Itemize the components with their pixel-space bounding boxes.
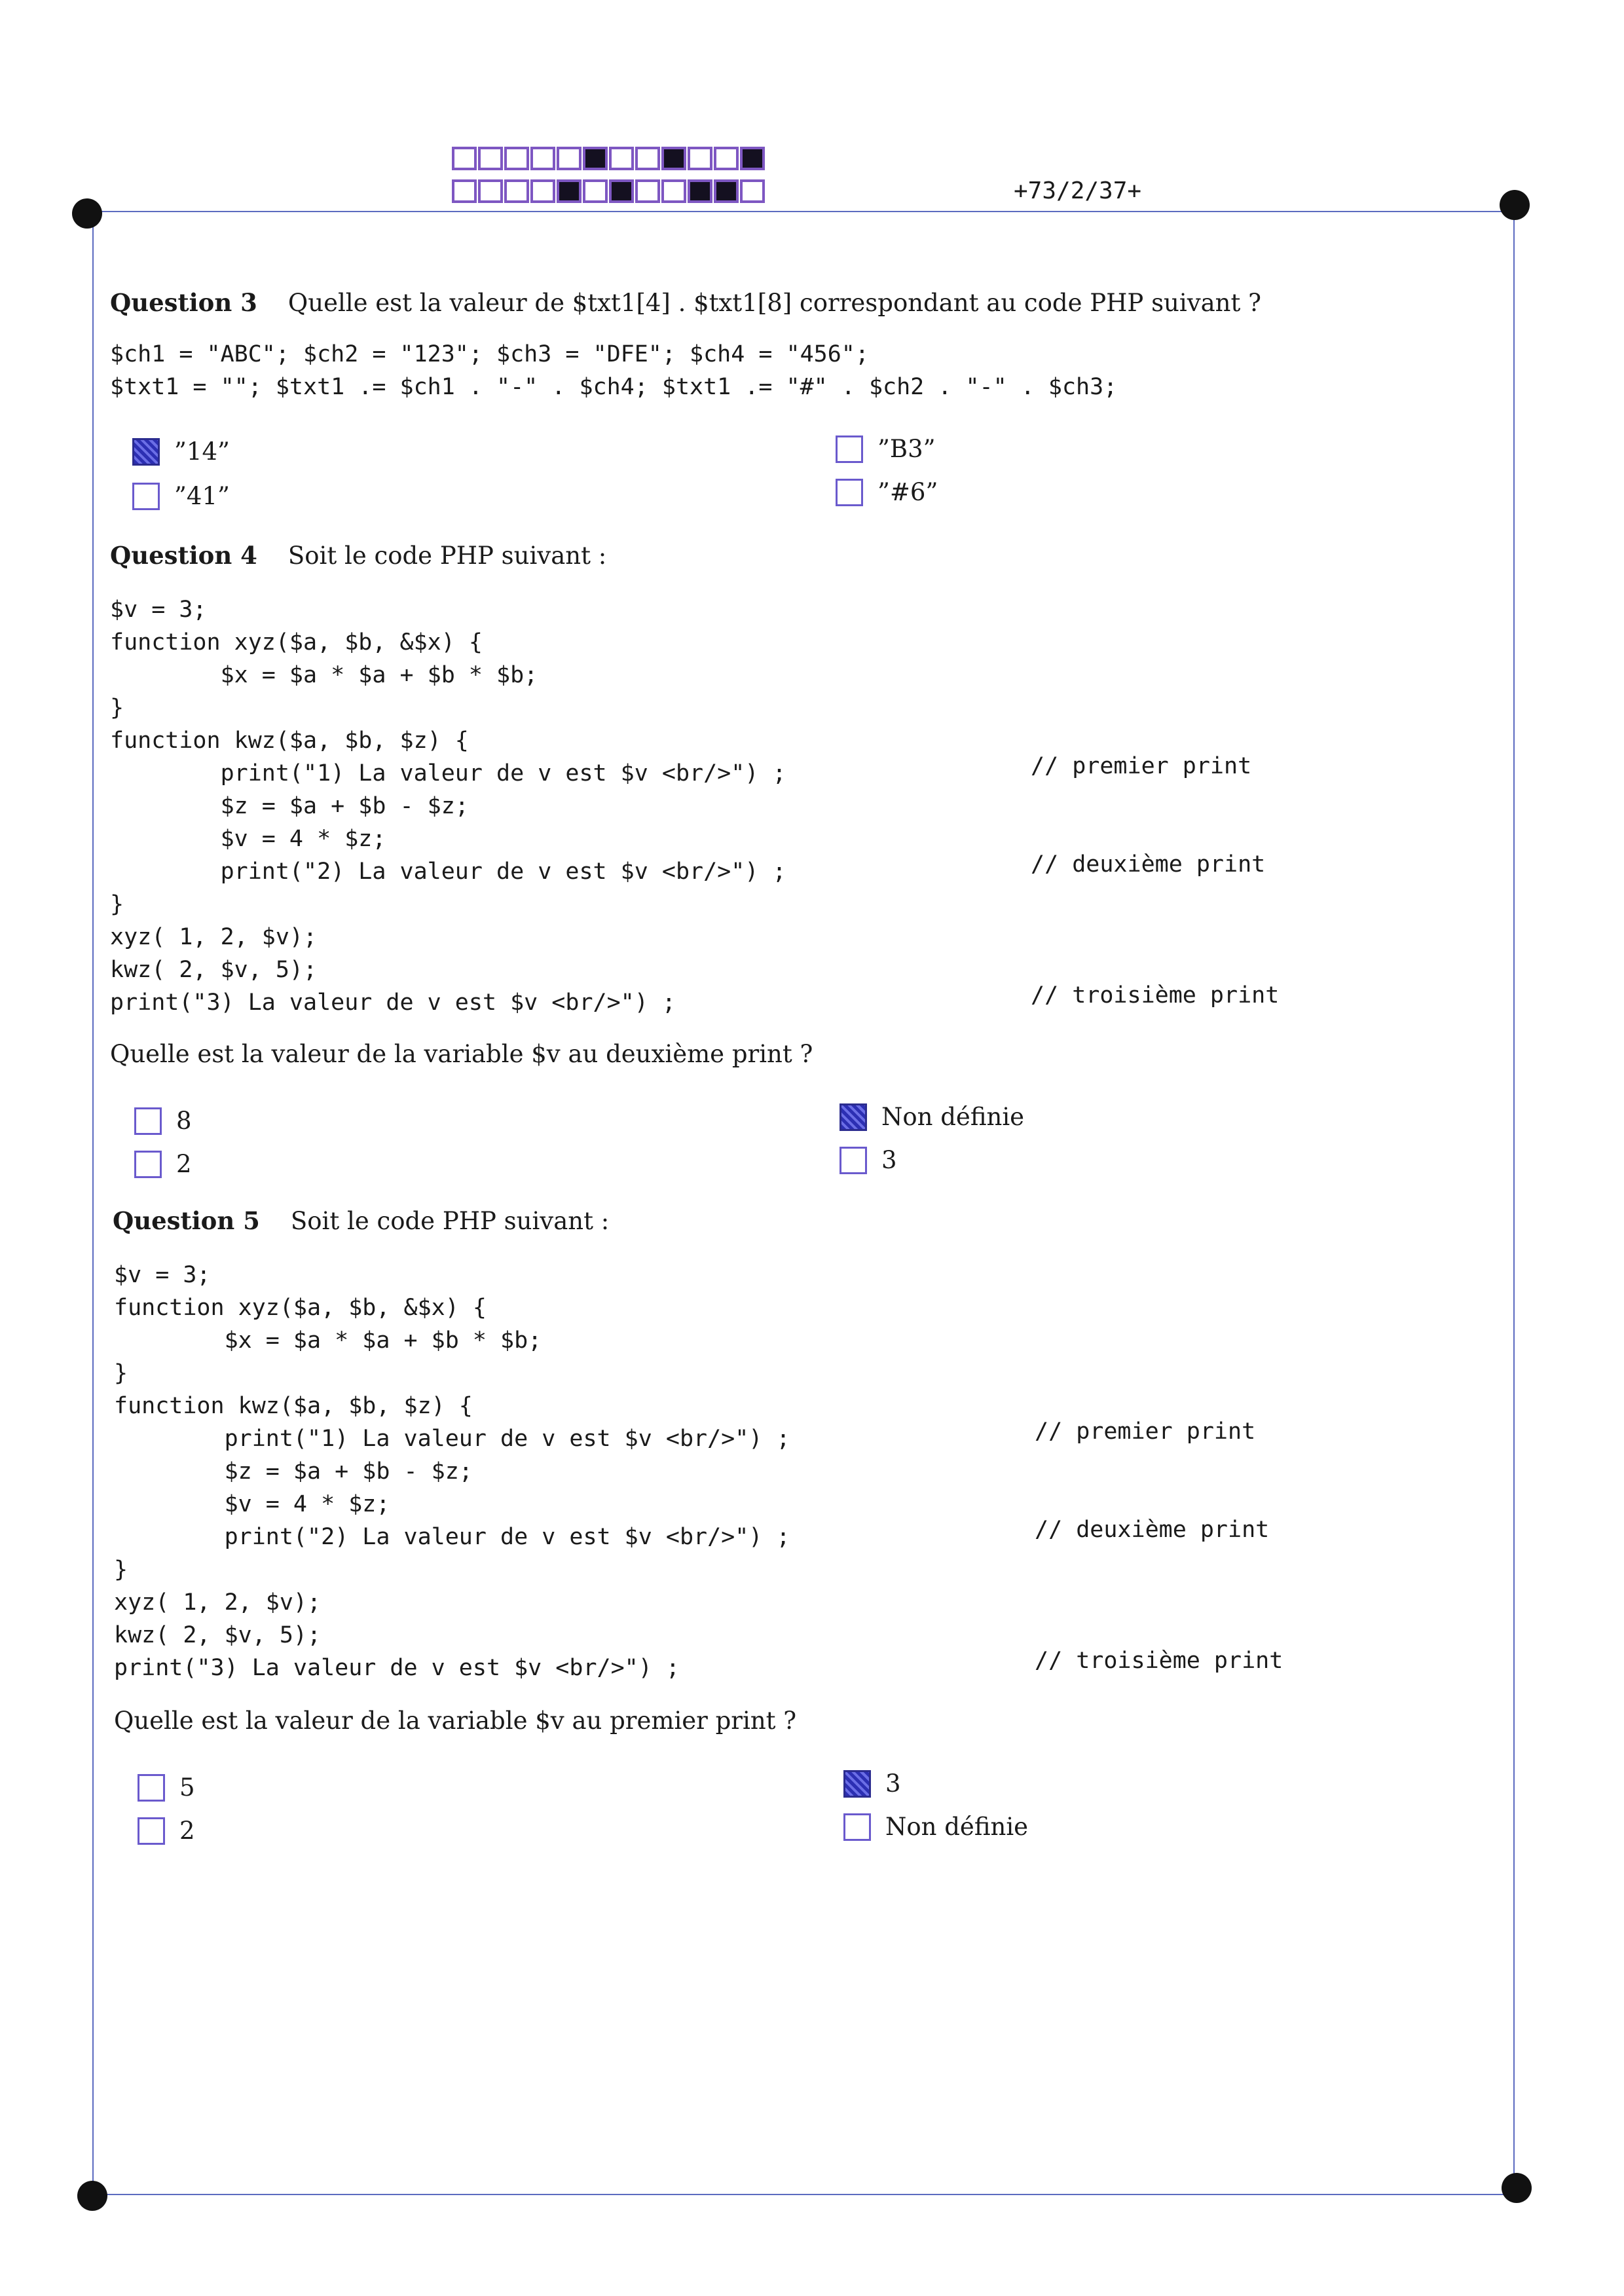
option-label: 2 (176, 1150, 192, 1178)
question-4-option-3[interactable] (134, 1150, 192, 1178)
barcode-cell (661, 147, 686, 170)
option-label: ”B3” (877, 435, 936, 463)
code-comment: // premier print (1035, 1418, 1256, 1445)
barcode-cell (530, 147, 555, 170)
option-label: 5 (179, 1773, 195, 1802)
checkbox[interactable] (840, 1103, 867, 1131)
checkbox[interactable] (840, 1147, 867, 1174)
barcode-cell (557, 179, 581, 203)
question-3-option-4[interactable] (836, 478, 938, 506)
page-id: +73/2/37+ (1014, 177, 1142, 204)
code-comment: // deuxième print (1031, 851, 1266, 878)
option-label: Non définie (881, 1103, 1025, 1131)
option-label: 3 (885, 1769, 901, 1798)
question-label: Question 4 (110, 541, 257, 570)
question-5-option-3[interactable] (138, 1817, 195, 1845)
question-4-option-2[interactable] (840, 1103, 1024, 1131)
barcode-cell (478, 179, 503, 203)
question-text: Soit le code PHP suivant : (287, 542, 607, 570)
question-4-prompt: Quelle est la valeur de la variable $v au deuxième print ? (110, 1040, 813, 1068)
checkbox[interactable] (843, 1770, 871, 1798)
checkbox[interactable] (134, 1151, 162, 1178)
barcode-cell (688, 147, 712, 170)
question-3-title (110, 288, 1261, 317)
corner-mark-top-left (72, 198, 102, 229)
question-text: Quelle est la valeur de $txt1[4] . $txt1[8] correspondant au code PHP suivant ? (287, 289, 1261, 317)
option-label: 2 (179, 1817, 195, 1845)
barcode-cell (740, 147, 765, 170)
checkbox[interactable] (836, 435, 863, 463)
option-label: ”#6” (877, 478, 938, 506)
checkbox[interactable] (132, 438, 160, 466)
barcode-cell (530, 179, 555, 203)
checkbox[interactable] (132, 483, 160, 510)
question-4-code: $v = 3; function xyz($a, $b, &$x) { $x = $a * $a + $b * $b; } function kwz($a, $b, $z) { print("1) La valeur de v est $v <br/>") ; $z = $a + $b - $z; $v = 4 * $z; print("2) La valeur de v est $v <br/>") ; } xyz( 1, 2, $v); kwz( 2, $v, 5); print("3) La valeur de v est $v <br/>") ; (110, 597, 786, 1016)
corner-mark-bottom-left (77, 2181, 107, 2211)
barcode-cell (583, 147, 608, 170)
checkbox[interactable] (134, 1107, 162, 1135)
corner-mark-bottom-right (1502, 2173, 1532, 2203)
question-5-option-4[interactable] (843, 1813, 1028, 1841)
question-3-option-3[interactable] (132, 482, 230, 510)
barcode-cell (688, 179, 712, 203)
code-comment: // deuxième print (1035, 1517, 1270, 1543)
checkbox[interactable] (836, 479, 863, 506)
question-4-option-1[interactable] (134, 1107, 192, 1135)
barcode-cell (609, 147, 634, 170)
option-label: ”41” (174, 482, 230, 510)
barcode-cell (583, 179, 608, 203)
option-label: ”14” (174, 437, 230, 466)
question-5-title (113, 1206, 609, 1235)
question-3-code: $ch1 = "ABC"; $ch2 = "123"; $ch3 = "DFE"; $ch4 = "456"; $txt1 = ""; $txt1 .= $ch1 . "-" . $ch4; $txt1 .= "#" . $ch2 . "-" . $ch3; (110, 341, 1118, 400)
option-label: Non définie (885, 1813, 1029, 1841)
barcode-cell (661, 179, 686, 203)
checkbox[interactable] (843, 1813, 871, 1841)
question-4-option-4[interactable] (840, 1146, 897, 1174)
question-3-option-2[interactable] (836, 435, 936, 463)
option-label: 3 (881, 1146, 897, 1174)
checkbox[interactable] (138, 1817, 165, 1845)
corner-mark-top-right (1500, 190, 1530, 220)
question-5-option-1[interactable] (138, 1773, 195, 1802)
code-comment: // troisième print (1035, 1648, 1283, 1674)
question-3-option-1[interactable] (132, 437, 230, 466)
question-text: Soit le code PHP suivant : (290, 1207, 610, 1235)
barcode-cell (714, 179, 739, 203)
checkbox[interactable] (138, 1774, 165, 1802)
barcode-cell (635, 147, 660, 170)
question-label: Question 5 (113, 1206, 260, 1235)
question-5-option-2[interactable] (843, 1769, 901, 1798)
question-5-prompt: Quelle est la valeur de la variable $v au premier print ? (114, 1707, 797, 1735)
barcode-cell (504, 179, 529, 203)
page-frame (92, 211, 1515, 2195)
barcode-cell (504, 147, 529, 170)
option-label: 8 (176, 1107, 192, 1135)
barcode-cell (452, 179, 477, 203)
barcode-cell (557, 147, 581, 170)
barcode-cell (478, 147, 503, 170)
barcode-cell (740, 179, 765, 203)
question-label: Question 3 (110, 288, 257, 317)
barcode-cell (714, 147, 739, 170)
barcode-cell (452, 147, 477, 170)
barcode (452, 147, 766, 207)
question-5-code: $v = 3; function xyz($a, $b, &$x) { $x = $a * $a + $b * $b; } function kwz($a, $b, $z) { print("1) La valeur de v est $v <br/>") ; $z = $a + $b - $z; $v = 4 * $z; print("2) La valeur de v est $v <br/>") ; } xyz( 1, 2, $v); kwz( 2, $v, 5); print("3) La valeur de v est $v <br/>") ; (114, 1262, 790, 1681)
question-4-title (110, 541, 606, 570)
barcode-cell (635, 179, 660, 203)
code-comment: // troisième print (1031, 982, 1280, 1009)
code-comment: // premier print (1031, 753, 1252, 779)
barcode-cell (609, 179, 634, 203)
